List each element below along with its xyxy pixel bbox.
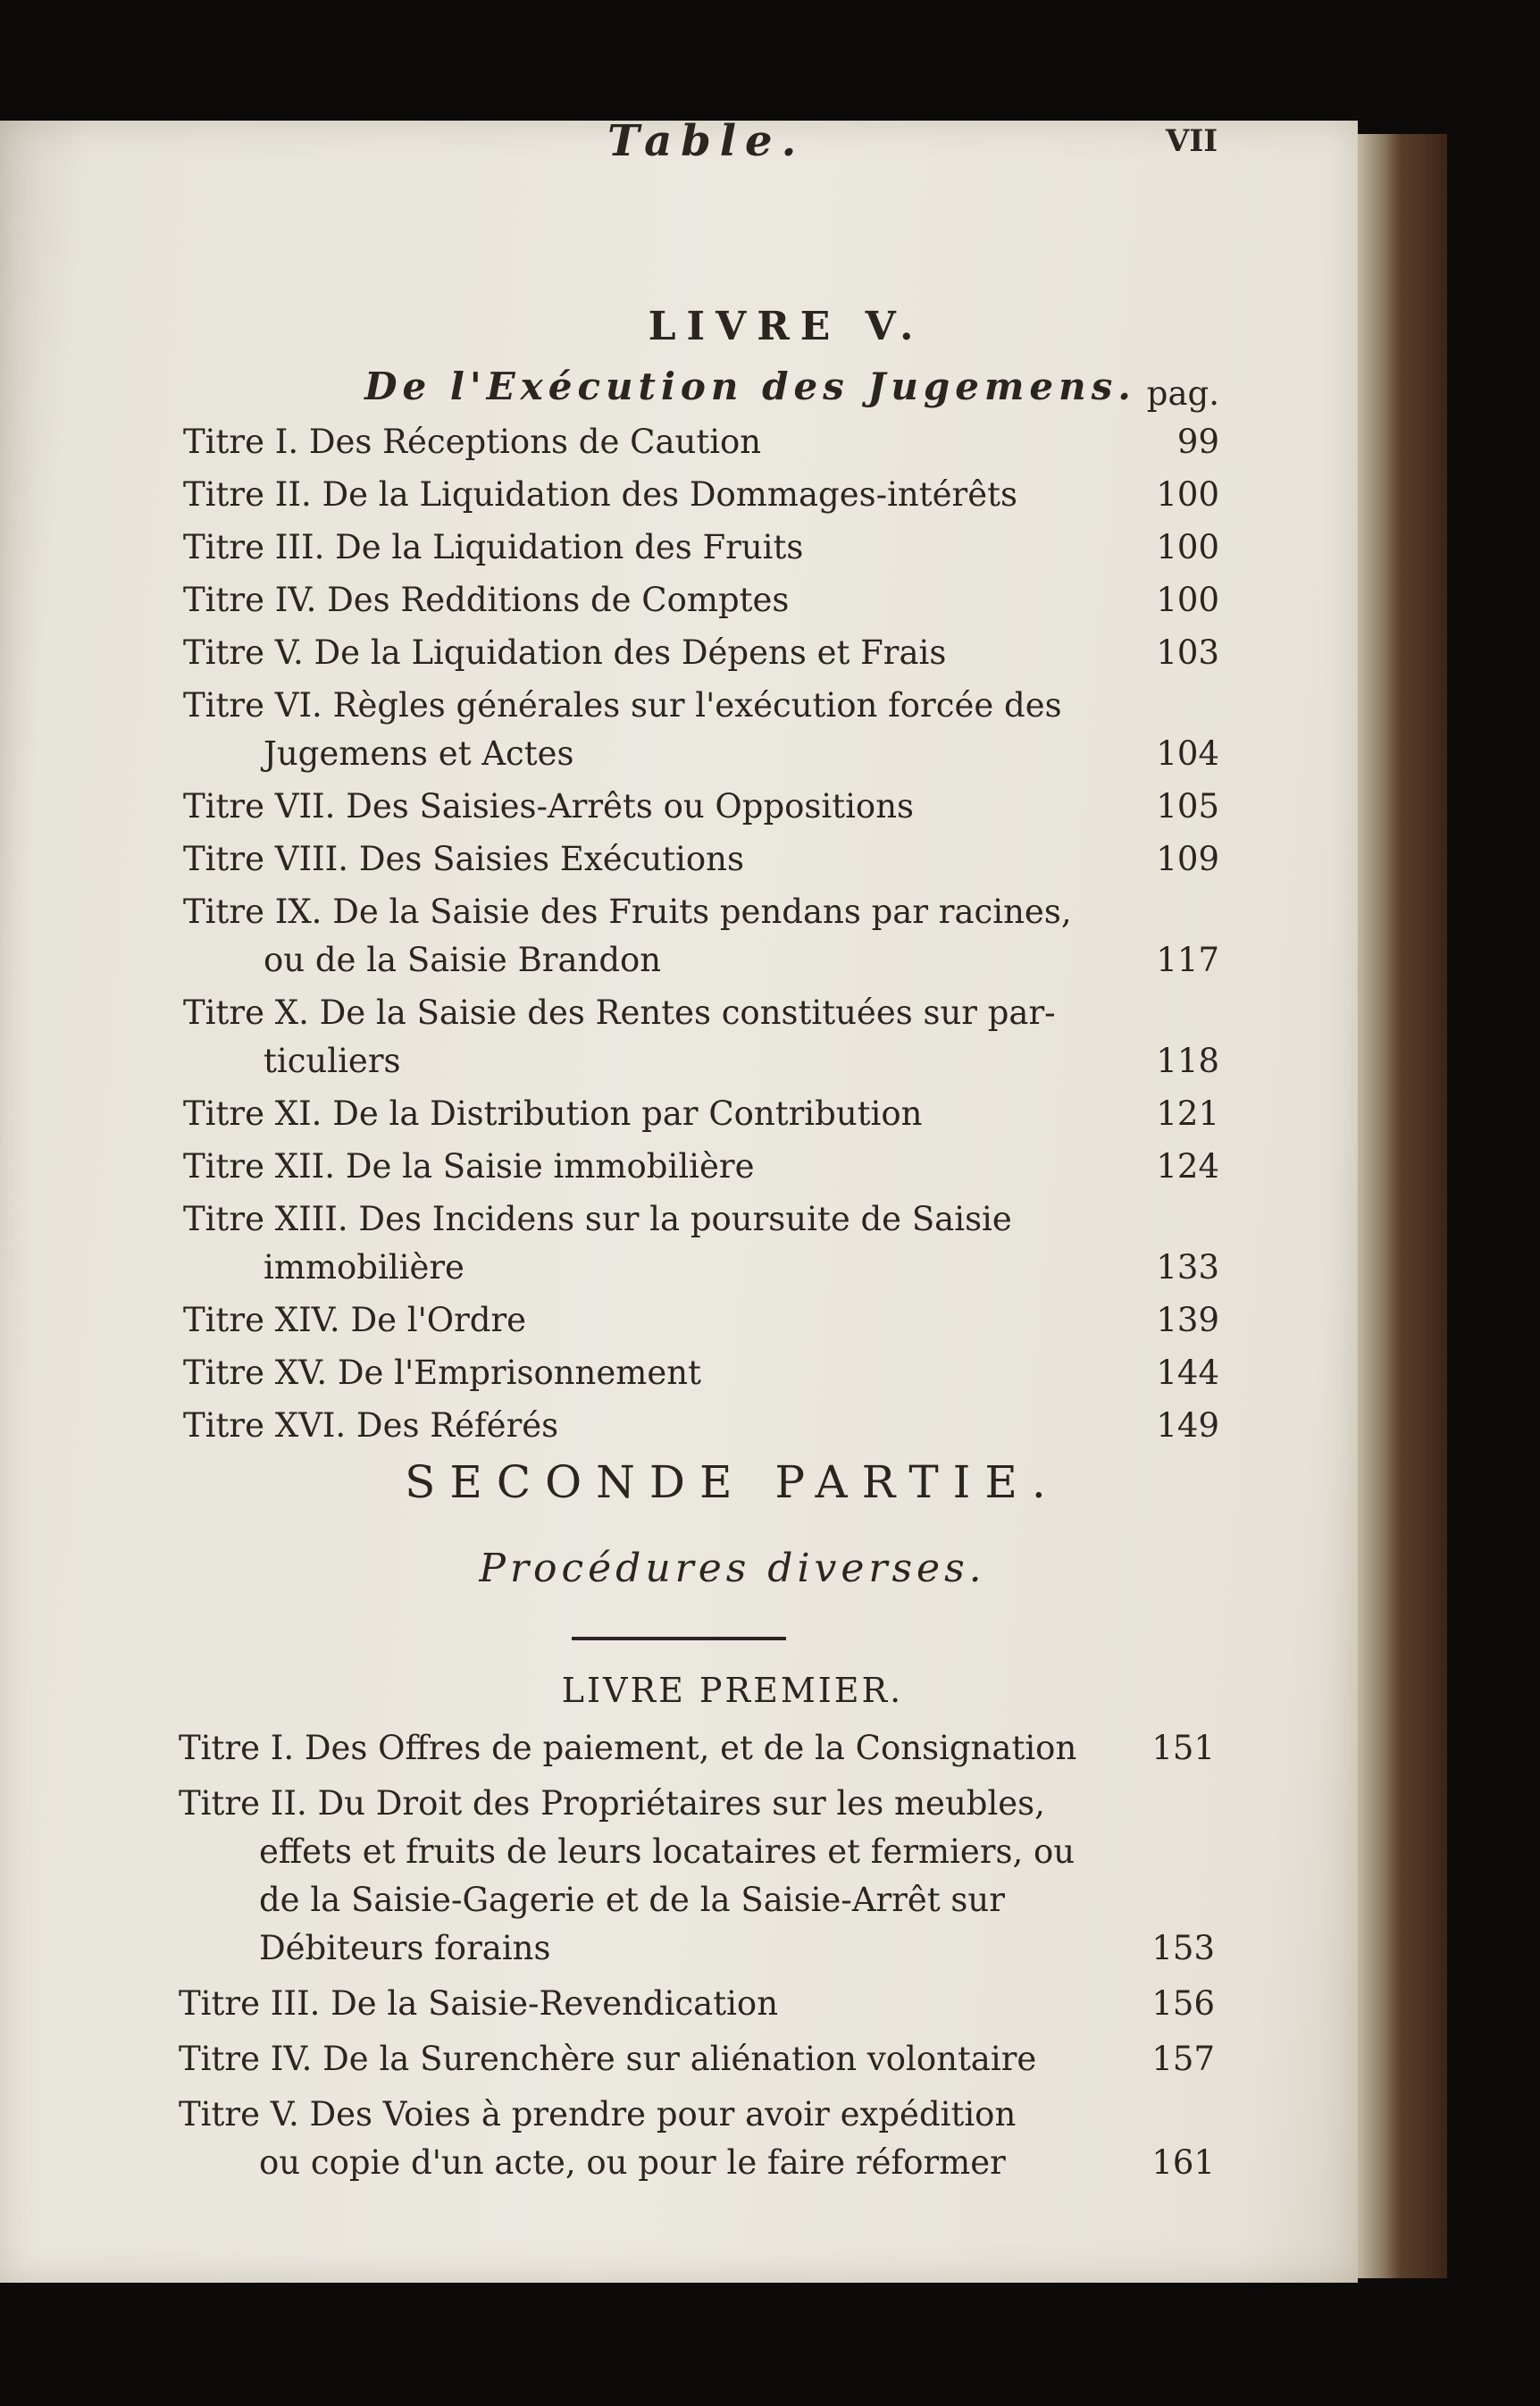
- toc-entry-page: 109: [1156, 840, 1219, 878]
- toc-entry: [179, 1780, 1215, 1973]
- toc-entry-page: 153: [1151, 1929, 1215, 1967]
- toc-entry-title: Titre VII. Des Saisies-Arrêts ou Oppositions: [183, 787, 915, 826]
- toc-entry-page: 103: [1156, 633, 1219, 672]
- toc-entry-title: Titre VI. Règles générales sur l'exécution forcée des: [183, 686, 1062, 725]
- toc-entry-title: Titre III. De la Saisie-Revendication: [179, 1984, 779, 2023]
- toc-entry-title: Titre II. Du Droit des Propriétaires sur les meubles,: [179, 1784, 1045, 1823]
- toc-entry-title: Titre XVI. Des Référés: [183, 1406, 559, 1445]
- toc-entry-title: Titre XI. De la Distribution par Contribution: [183, 1094, 923, 1133]
- toc-entry-page: 161: [1151, 2143, 1215, 2182]
- toc-entry-title: Titre IX. De la Saisie des Fruits pendans par racines,: [183, 893, 1072, 931]
- toc-entry-page: 100: [1156, 581, 1219, 619]
- seconde-partie-subtitle: Procédures diverses.: [479, 1546, 986, 1591]
- toc-entry-continuation: ou copie d'un acte, ou pour le faire réformer: [259, 2143, 1006, 2182]
- toc-entry-title: Titre VIII. Des Saisies Exécutions: [183, 840, 744, 878]
- toc-entry: [179, 2091, 1215, 2187]
- toc-entry-page: 118: [1156, 1042, 1219, 1080]
- toc-entry-continuation: Jugemens et Actes: [264, 734, 574, 773]
- livre-v-subtitle: De l'Exécution des Jugemens.: [364, 365, 1136, 408]
- toc-entry-page: 104: [1156, 734, 1219, 773]
- toc-entry-title: Titre XV. De l'Emprisonnement: [183, 1354, 701, 1392]
- toc-entry-page: 100: [1156, 528, 1219, 566]
- toc-entry-title: Titre IV. Des Redditions de Comptes: [183, 581, 790, 619]
- toc-livre-premier: [179, 1724, 1215, 2194]
- toc-entry: [183, 835, 1219, 884]
- toc-entry: [179, 1980, 1215, 2028]
- toc-entry: [183, 1090, 1219, 1138]
- toc-entry-title: Titre X. De la Saisie des Rentes constituées sur par-: [183, 993, 1056, 1032]
- toc-entry-page: 144: [1156, 1354, 1219, 1392]
- toc-entry: [183, 888, 1219, 985]
- section-divider: [572, 1637, 786, 1640]
- toc-entry-title: Titre I. Des Réceptions de Caution: [183, 423, 762, 461]
- toc-entry-title: Titre V. Des Voies à prendre pour avoir expédition: [179, 2095, 1017, 2134]
- livre-v-heading: LIVRE V.: [648, 304, 925, 349]
- toc-entry-page: 139: [1156, 1301, 1219, 1339]
- toc-entry-page: 124: [1156, 1147, 1219, 1186]
- toc-entry: [183, 1349, 1219, 1397]
- toc-entry-title: Titre II. De la Liquidation des Dommages-intérêts: [183, 475, 1017, 514]
- toc-entry: [179, 1724, 1215, 1773]
- toc-entry-page: 151: [1151, 1729, 1215, 1767]
- toc-entry-continuation: immobilière: [264, 1248, 465, 1287]
- toc-entry-page: 156: [1151, 1984, 1215, 2023]
- toc-entry-title: Titre V. De la Liquidation des Dépens et Frais: [183, 633, 947, 672]
- toc-entry-title: Titre XIII. Des Incidens sur la poursuite de Saisie: [183, 1200, 1012, 1238]
- toc-entry-continuation: ticuliers: [264, 1042, 401, 1080]
- toc-entry-page: 100: [1156, 475, 1219, 514]
- toc-entry-title: Titre XII. De la Saisie immobilière: [183, 1147, 755, 1186]
- toc-entry: [179, 2035, 1215, 2083]
- toc-entry-title: Titre IV. De la Surenchère sur aliénation volontaire: [179, 2040, 1037, 2078]
- toc-entry-title: Titre III. De la Liquidation des Fruits: [183, 528, 804, 566]
- toc-entry-page: 157: [1151, 2040, 1215, 2078]
- toc-entry-page: pag. 99: [1146, 374, 1219, 461]
- running-head-title: Table.: [607, 116, 806, 166]
- seconde-partie-heading: SECONDE PARTIE.: [405, 1456, 1060, 1508]
- toc-entry: [183, 1195, 1219, 1292]
- toc-entry: [183, 682, 1219, 778]
- toc-entry: [183, 471, 1219, 519]
- toc-entry-page: 121: [1156, 1094, 1219, 1133]
- toc-entry: [183, 629, 1219, 677]
- toc-entry: [183, 1402, 1219, 1450]
- toc-entry: [183, 1296, 1219, 1345]
- toc-entry-page: 133: [1156, 1248, 1219, 1287]
- toc-entry-continuation: ou de la Saisie Brandon: [264, 941, 662, 979]
- toc-entry-title: Titre XIV. De l'Ordre: [183, 1301, 527, 1339]
- toc-entry-page: 117: [1156, 941, 1219, 979]
- toc-entry-page: 149: [1156, 1406, 1219, 1445]
- running-head-page-number: VII: [1166, 123, 1218, 159]
- toc-entry-title: Titre I. Des Offres de paiement, et de la Consignation: [179, 1729, 1077, 1767]
- toc-entry: [183, 576, 1219, 625]
- toc-entry: [183, 989, 1219, 1086]
- toc-entry: [183, 1143, 1219, 1191]
- toc-entry: [183, 524, 1219, 572]
- livre-premier-heading: LIVRE PREMIER.: [561, 1671, 904, 1710]
- toc-entry-continuation: effets et fruits de leurs locataires et fermiers, ou de la Saisie-Gagerie et de la Saisie-Arrêt sur Débiteurs forains: [259, 1832, 1075, 1967]
- toc-entry-page: 105: [1156, 787, 1219, 826]
- toc-entry: [183, 783, 1219, 831]
